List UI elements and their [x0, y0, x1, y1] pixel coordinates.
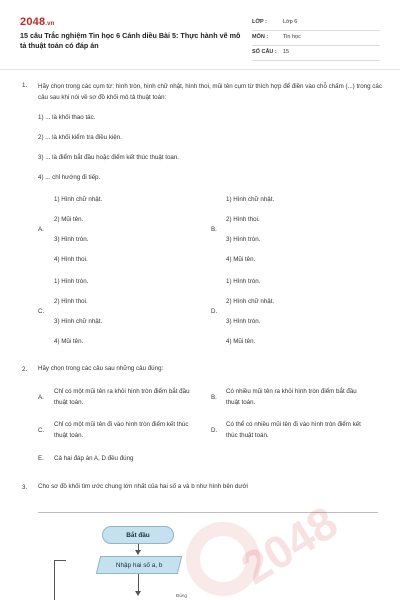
document-title: 15 câu Trắc nghiệm Tin học 6 Cánh diều Bài 5: Thực hành vẽ mô tả thuật toán có đáp án — [20, 31, 241, 50]
option-a-line: 4) Hình thoi. — [54, 256, 88, 263]
option-letter-d[interactable]: D. — [211, 427, 218, 434]
option-letter-c[interactable]: C. — [38, 427, 45, 434]
flowchart-input-node — [96, 556, 182, 574]
option-c-line: 2) Hình thoi. — [54, 298, 88, 305]
flowchart-loop-line — [54, 560, 66, 561]
option-letter-a[interactable]: A. — [38, 226, 44, 233]
meta-row-subject — [252, 31, 380, 46]
option-letter-e[interactable]: E. — [38, 455, 44, 462]
document-header — [0, 0, 400, 68]
meta-value: Lớp 6 — [283, 19, 298, 25]
option-d-line: 2) Hình chữ nhật. — [226, 298, 275, 305]
question-item: 2) ... là khối kiểm tra điều kiện. — [38, 134, 122, 141]
option-b-line: 3) Hình tròn. — [226, 236, 261, 243]
option-a-text: Chỉ có một mũi tên ra khỏi hình tròn điểm bắt đầu thuật toán. — [54, 388, 190, 406]
meta-value: 15 — [283, 49, 290, 55]
option-b-line: 4) Mũi tên. — [226, 256, 256, 263]
question-number: 2. — [22, 366, 28, 373]
option-letter-d[interactable]: D. — [211, 308, 218, 315]
option-c-line: 3) Hình chữ nhật. — [54, 318, 103, 325]
option-c-line: 1) Hình tròn. — [54, 278, 89, 285]
watermark-logo: 2048 — [231, 495, 347, 595]
question-number: 3. — [22, 484, 28, 491]
question-number: 1. — [22, 82, 28, 89]
option-b-line: 2) Hình thoi. — [226, 216, 260, 223]
meta-key: MÔN : — [252, 34, 269, 40]
flowchart-arrow-line — [138, 574, 139, 592]
logo-main-text: 2048 — [20, 16, 46, 28]
flowchart-arrow-head — [135, 591, 141, 596]
question-text: Hãy chọn trong các câu sau những câu đúng: — [38, 365, 164, 372]
site-logo[interactable] — [20, 16, 55, 28]
option-e-text: Cả hai đáp án A, D đều đúng — [54, 455, 134, 462]
option-d-text: Có thể có nhiều mũi tên đi vào hình tròn điểm kết thúc thuật toán. — [226, 421, 361, 439]
option-a-line: 1) Hình chữ nhật. — [54, 196, 103, 203]
question-text: Cho sơ đồ khối tìm ước chung lớn nhất của hai số a và b như hình bên dưới — [38, 483, 248, 490]
option-c-text: Chỉ có một mũi tên đi vào hình tròn điểm kết thúc thuật toán. — [54, 421, 189, 439]
option-letter-b[interactable]: B. — [211, 226, 217, 233]
logo-suffix-text: .vn — [45, 21, 55, 27]
flowchart-start-node — [102, 526, 174, 544]
question-item: 4) ... chỉ hướng đi tiếp. — [38, 174, 101, 181]
header-divider — [0, 69, 400, 70]
option-d-line: 4) Mũi tên. — [226, 338, 256, 345]
flowchart-loop-line — [54, 560, 55, 600]
question-item: 1) ... là khối thao tác. — [38, 114, 96, 121]
meta-key: SỐ CÂU : — [252, 49, 277, 55]
option-letter-b[interactable]: B. — [211, 394, 217, 401]
option-b-line: 1) Hình chữ nhật. — [226, 196, 275, 203]
flowchart-branch-label: Đúng — [176, 593, 187, 598]
question-text: Hãy chọn trong các cụm từ: hình tròn, hình chữ nhật, hình thoi, mũi tên cụm từ thích hợp để điền vào chỗ chấm (...) trong các câu sau khi nói về sơ đồ khối mô tả thuật toán: — [38, 83, 382, 101]
question-item: 3) ... là điểm bắt đầu hoặc điểm kết thúc thuật toan. — [38, 154, 180, 161]
meta-key: LỚP : — [252, 19, 267, 25]
meta-table — [252, 16, 380, 61]
flowchart-input-label: Nhập hai số a, b — [115, 561, 163, 569]
meta-row-count — [252, 46, 380, 61]
option-a-line: 2) Mũi tên. — [54, 216, 84, 223]
option-d-line: 3) Hình tròn. — [226, 318, 261, 325]
meta-value: Tin học — [283, 34, 301, 40]
meta-row-class — [252, 16, 380, 31]
option-letter-a[interactable]: A. — [38, 394, 44, 401]
option-letter-c[interactable]: C. — [38, 308, 45, 315]
flowchart-start-label: Bắt đầu — [126, 531, 150, 539]
option-b-text: Có nhiều mũi tên ra khỏi hình tròn điểm bắt đầu thuật toán. — [226, 388, 357, 406]
option-c-line: 4) Mũi tên. — [54, 338, 84, 345]
option-a-line: 3) Hình tròn. — [54, 236, 89, 243]
flowchart-arrow-head — [135, 550, 141, 555]
option-d-line: 1) Hình tròn. — [226, 278, 261, 285]
